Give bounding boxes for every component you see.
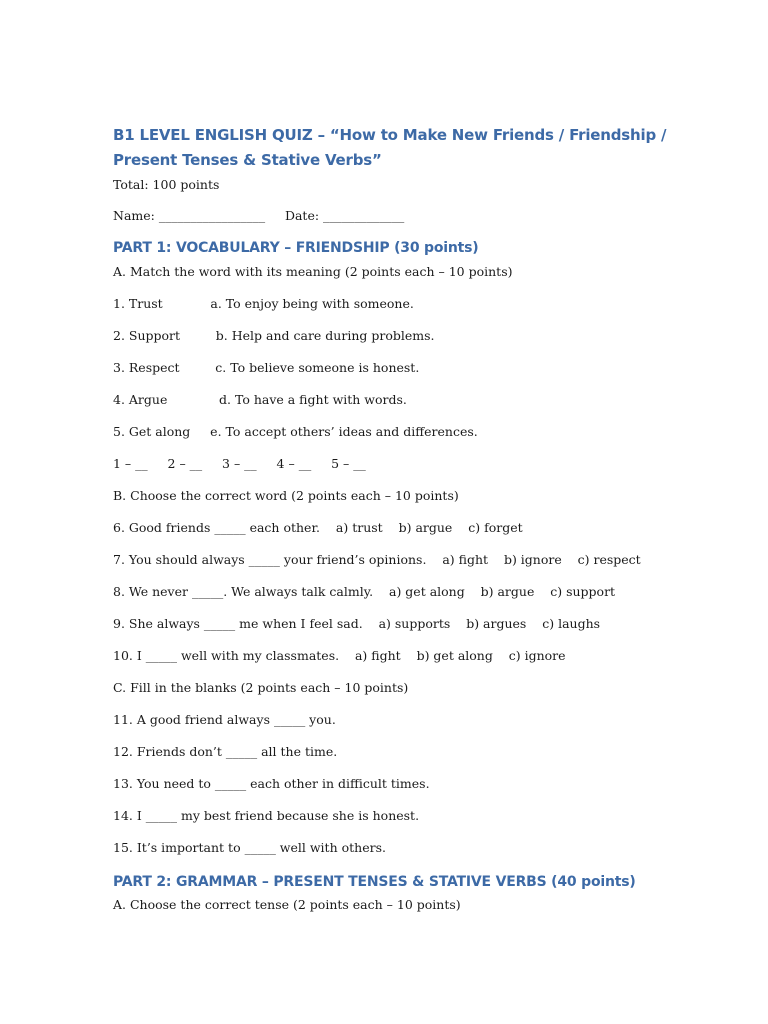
fill-blank-item: 13. You need to _____ each other in difficult times. xyxy=(113,776,430,791)
part1-section-b-instruction: B. Choose the correct word (2 points each – 10 points) xyxy=(113,488,459,503)
quiz-title xyxy=(113,123,666,173)
match-item: 3. Respect c. To believe someone is honest. xyxy=(113,360,420,375)
fill-blank-item: 15. It’s important to _____ well with others. xyxy=(113,840,386,855)
choice-item: 6. Good friends _____ each other. a) trust b) argue c) forget xyxy=(113,520,523,535)
match-item: 1. Trust a. To enjoy being with someone. xyxy=(113,296,414,311)
choice-item: 7. You should always _____ your friend’s opinions. a) fight b) ignore c) respect xyxy=(113,552,641,567)
name-date-line: Name: _________________ Date: _____________ xyxy=(113,208,405,223)
match-item: 4. Argue d. To have a fight with words. xyxy=(113,392,407,407)
choice-item: 9. She always _____ me when I feel sad. a) supports b) argues c) laughs xyxy=(113,616,601,631)
part1-heading: PART 1: VOCABULARY – FRIENDSHIP (30 points) xyxy=(113,240,479,256)
part1-section-c-instruction: C. Fill in the blanks (2 points each – 10 points) xyxy=(113,680,409,695)
match-answer-key: 1 – __ 2 – __ 3 – __ 4 – __ 5 – __ xyxy=(113,456,366,471)
quiz-title-line-2: Present Tenses & Stative Verbs” xyxy=(113,151,382,169)
part2-section-a-instruction: A. Choose the correct tense (2 points each – 10 points) xyxy=(113,897,461,912)
choice-item: 10. I _____ well with my classmates. a) fight b) get along c) ignore xyxy=(113,648,566,663)
match-item: 5. Get along e. To accept others’ ideas and differences. xyxy=(113,424,478,439)
part2-heading: PART 2: GRAMMAR – PRESENT TENSES & STATIVE VERBS (40 points) xyxy=(113,874,636,890)
fill-blank-item: 11. A good friend always _____ you. xyxy=(113,712,336,727)
quiz-title-line-1: B1 LEVEL ENGLISH QUIZ – “How to Make New Friends / Friendship / xyxy=(113,126,667,144)
choice-item: 8. We never _____. We always talk calmly. a) get along b) argue c) support xyxy=(113,584,616,599)
fill-blank-item: 12. Friends don’t _____ all the time. xyxy=(113,744,338,759)
total-points: Total: 100 points xyxy=(113,177,220,192)
part1-section-a-instruction: A. Match the word with its meaning (2 points each – 10 points) xyxy=(113,264,513,279)
fill-blank-item: 14. I _____ my best friend because she is honest. xyxy=(113,808,420,823)
match-item: 2. Support b. Help and care during problems. xyxy=(113,328,435,343)
